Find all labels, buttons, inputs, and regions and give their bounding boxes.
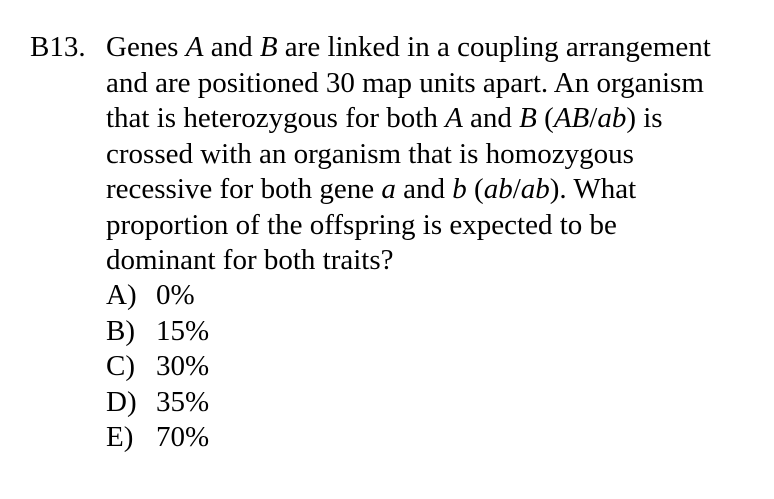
stem-line bbox=[106, 243, 756, 279]
stem-line bbox=[106, 101, 756, 137]
option-value: 70% bbox=[156, 421, 210, 453]
answer-option bbox=[106, 314, 209, 350]
option-letter: C) bbox=[106, 350, 135, 382]
gene-symbol: b bbox=[452, 173, 467, 205]
stem-line bbox=[106, 137, 756, 173]
stem-text: dominant for both traits? bbox=[106, 244, 394, 276]
stem-text: ( bbox=[536, 102, 554, 134]
option-value: 35% bbox=[156, 385, 210, 418]
option-letter: D) bbox=[106, 385, 137, 418]
option-letter: A) bbox=[106, 279, 137, 311]
stem-text: that is heterozygous for both bbox=[106, 102, 446, 134]
option-value: 30% bbox=[156, 350, 210, 382]
stem-text: / bbox=[512, 173, 521, 205]
stem-text: crossed with an organism that is homozygous bbox=[106, 137, 634, 170]
gene-symbol: ab bbox=[483, 173, 513, 205]
stem-text: Genes bbox=[106, 31, 186, 63]
stem-line bbox=[106, 208, 756, 244]
gene-symbol: AB bbox=[553, 102, 590, 134]
stem-text: proportion of the offspring is expected to be bbox=[106, 208, 617, 241]
option-letter: E) bbox=[106, 421, 134, 453]
gene-symbol: B bbox=[259, 31, 278, 63]
gene-symbol: A bbox=[445, 102, 463, 134]
gene-symbol: B bbox=[519, 102, 537, 134]
option-value: 0% bbox=[156, 279, 195, 311]
stem-text: ( bbox=[466, 173, 484, 205]
answer-option bbox=[106, 385, 209, 421]
gene-symbol: ab bbox=[597, 102, 627, 134]
stem-text: are linked in a coupling arrangement bbox=[277, 31, 711, 63]
option-letter: B) bbox=[106, 314, 135, 347]
option-value: 15% bbox=[156, 314, 210, 347]
stem-text: and bbox=[395, 173, 453, 205]
gene-symbol: ab bbox=[520, 173, 550, 205]
stem-line bbox=[106, 66, 756, 102]
gene-symbol: A bbox=[185, 31, 204, 63]
stem-line bbox=[106, 30, 756, 66]
stem-text: ) is bbox=[626, 102, 663, 134]
answer-options bbox=[106, 278, 209, 456]
stem-text: / bbox=[589, 102, 598, 134]
question-number: B13. bbox=[30, 31, 86, 63]
stem-text: recessive for both gene bbox=[106, 173, 382, 205]
stem-text: and bbox=[203, 31, 260, 63]
stem-text: and are positioned 30 map units apart. An organism bbox=[106, 66, 704, 99]
answer-option bbox=[106, 420, 209, 456]
question-stem bbox=[106, 30, 756, 279]
stem-line bbox=[106, 172, 756, 208]
stem-text: and bbox=[462, 102, 520, 134]
stem-text: ). What bbox=[549, 173, 637, 205]
gene-symbol: a bbox=[381, 173, 396, 205]
answer-option bbox=[106, 278, 209, 314]
answer-option bbox=[106, 349, 209, 385]
